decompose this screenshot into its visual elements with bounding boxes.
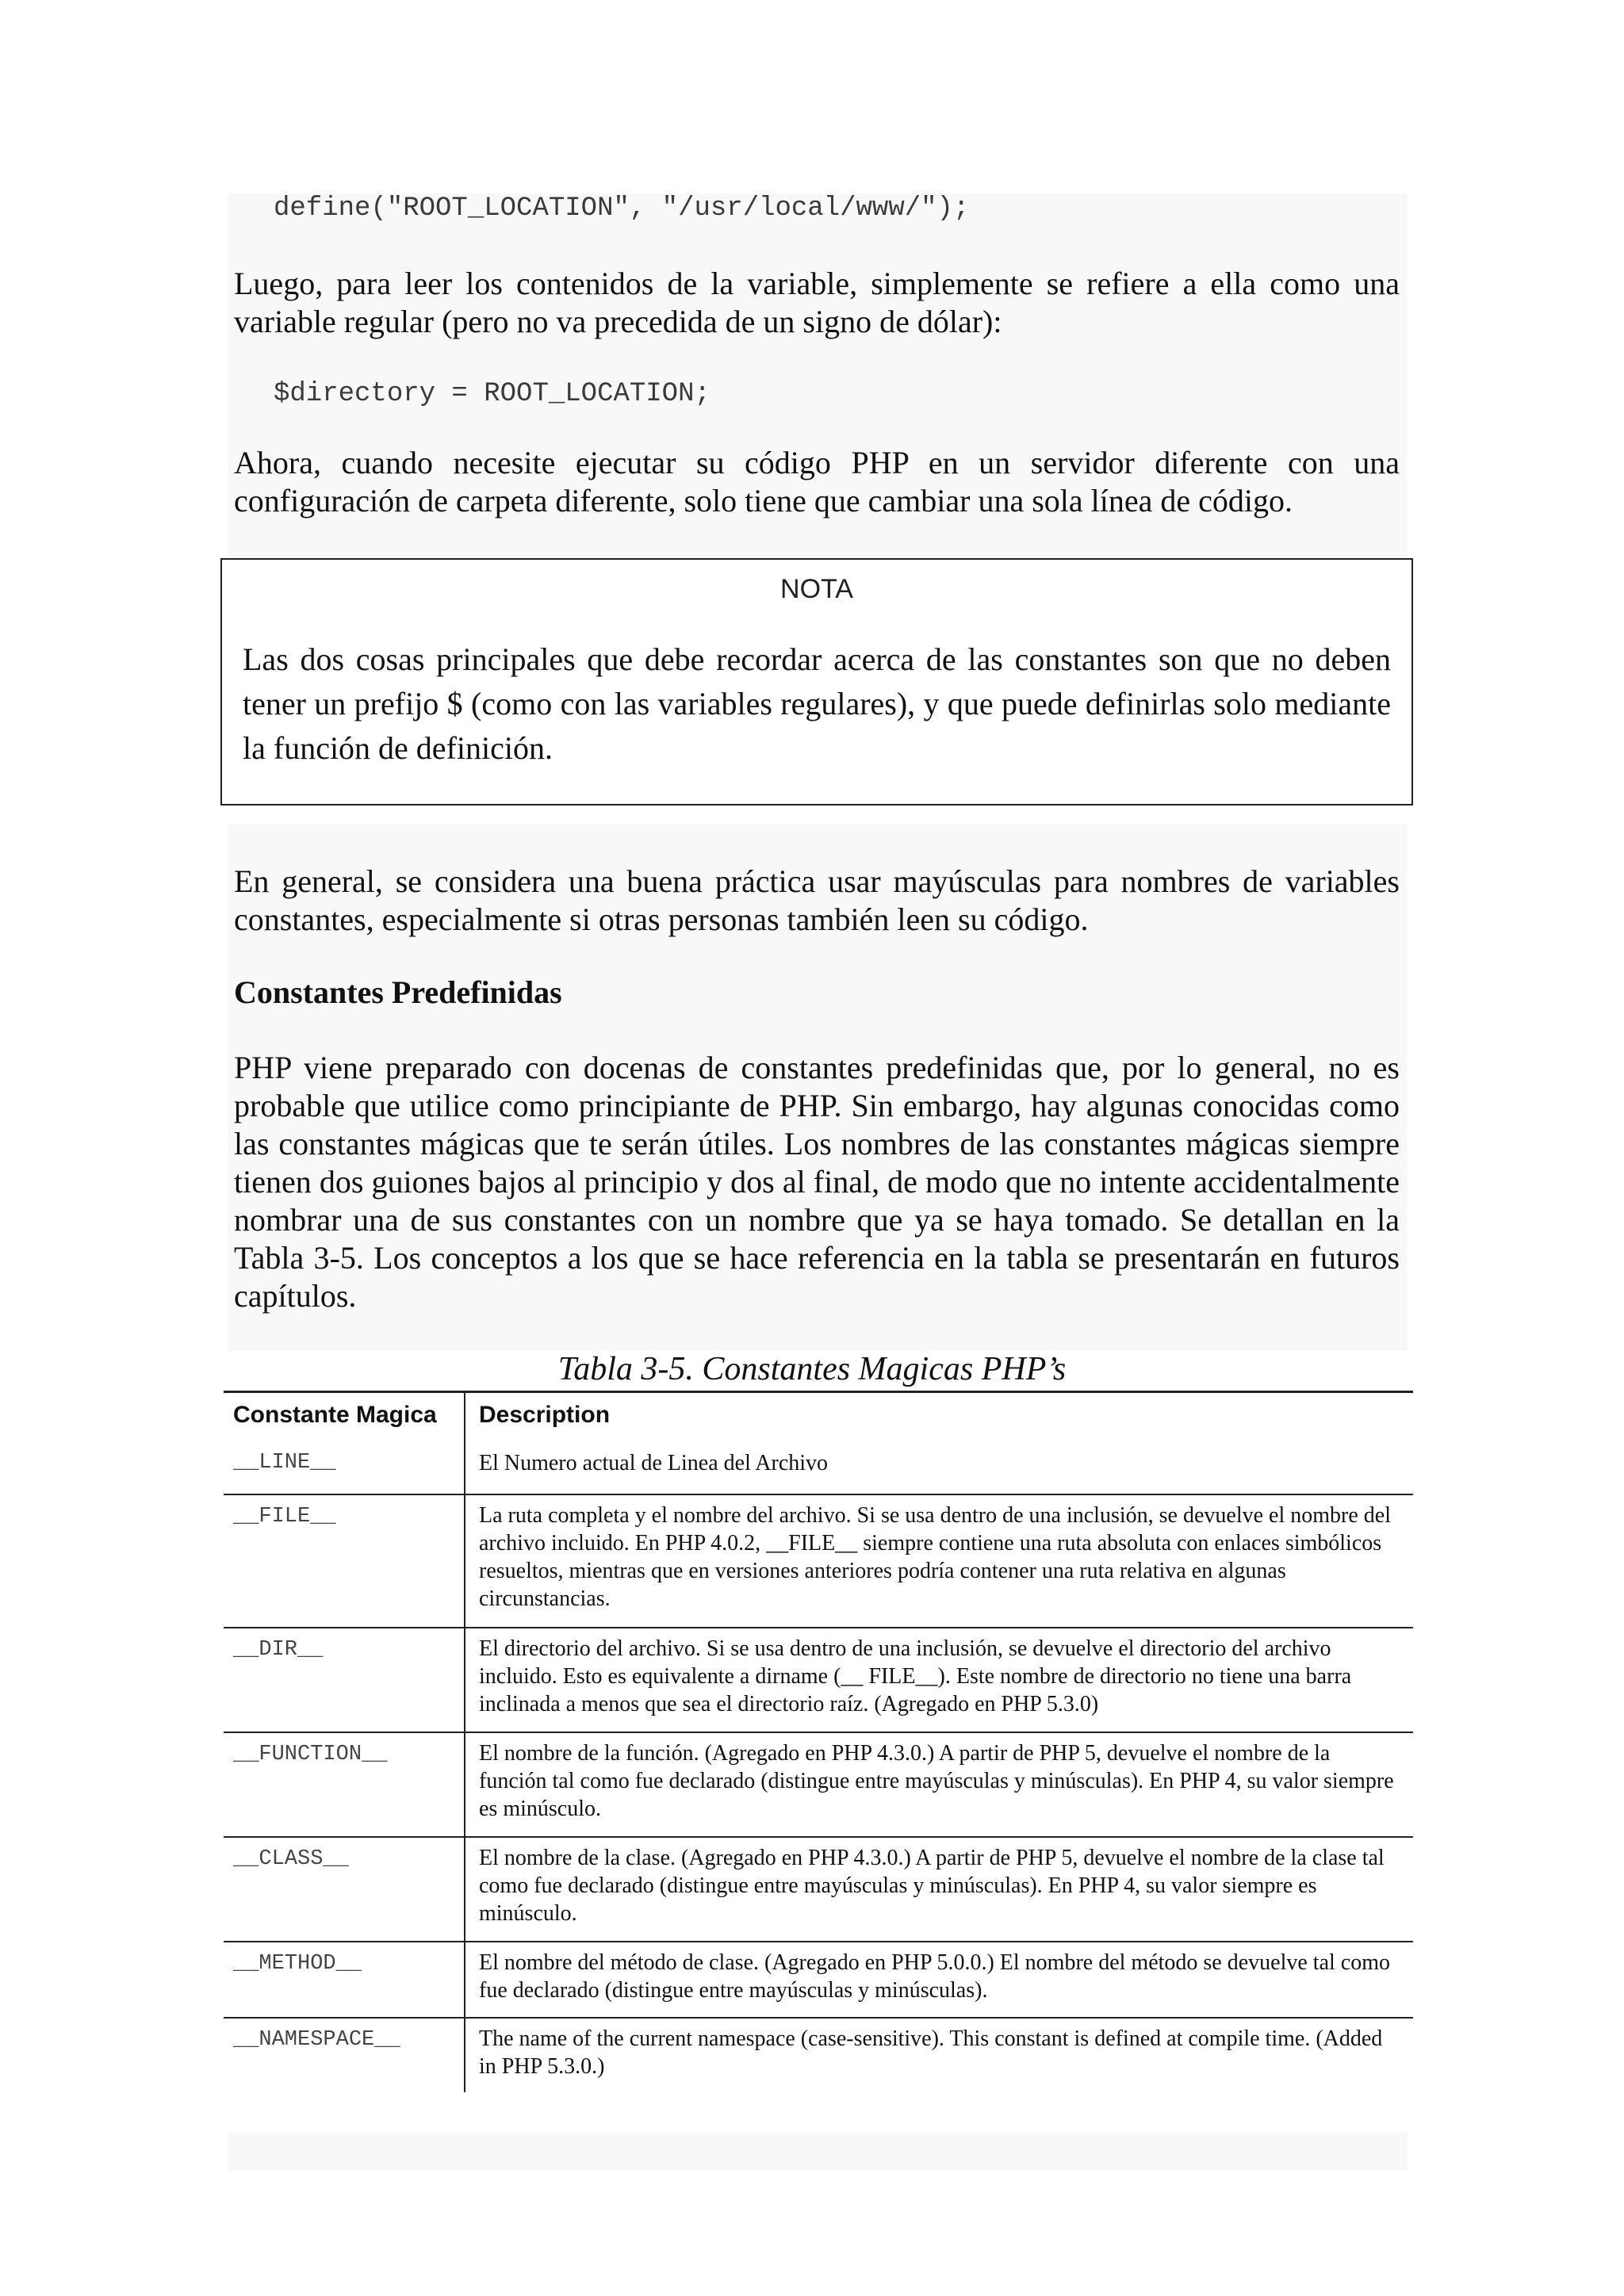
code-define-root-location: define("ROOT_LOCATION", "/usr/local/www/"); (274, 193, 970, 224)
paragraph-read-constant: Luego, para leer los contenidos de la variable, simplemente se refiere a ella como una variable regular (pero no va precedida de un signo de dólar): (234, 266, 1400, 339)
constant-description: El nombre del método de clase. (Agregado en PHP 5.0.0.) El nombre del método se devuelve tal como fue declarado (distingue entre mayúsculas y minúsculas). (479, 1950, 1390, 2003)
table-header-name: Constante Magica (233, 1402, 437, 1428)
row-separator (224, 1836, 1413, 1838)
constant-description: El directorio del archivo. Si se usa dentro de una inclusión, se devuelve el directorio del archivo incluido. Esto es equivalente a dirname (__ FILE__). Este nombre de directorio no tiene una barra inclinada a menos que sea el directorio raíz. (Agregado en PHP 5.3.0) (479, 1636, 1352, 1716)
table-column-divider (464, 1391, 465, 2092)
constant-description: El Numero actual de Linea del Archivo (479, 1451, 829, 1475)
row-separator (224, 1494, 1413, 1495)
page-shade-bottom (228, 2133, 1408, 2171)
paragraph-change-one-line: Ahora, cuando necesite ejecutar su código PHP en un servidor diferente con una configuración de carpeta diferente, solo tiene que cambiar una sola línea de código. (234, 445, 1400, 519)
constant-name: __NAMESPACE__ (233, 2028, 400, 2052)
note-box (220, 558, 1413, 806)
constant-name: __LINE__ (233, 1451, 336, 1475)
row-separator (224, 2017, 1413, 2019)
constant-name: __FILE__ (233, 1505, 336, 1529)
paragraph-uppercase-practice: En general, se considera una buena práctica usar mayúsculas para nombres de variables constantes, especialmente si otras personas también leen su código. (234, 863, 1400, 937)
note-body: Las dos cosas principales que debe recordar acerca de las constantes son que no deben tener un prefijo $ (como con las variables regulares), y que puede definirlas solo mediante la función de definición. (243, 641, 1391, 766)
constant-description: El nombre de la clase. (Agregado en PHP 4.3.0.) A partir de PHP 5, devuelve el nombre de la clase tal como fue declarado (distingue entre mayúsculas y minúsculas). En PHP 4, su valor siempre es minúsculo. (479, 1846, 1385, 1926)
constant-name: __FUNCTION__ (233, 1743, 388, 1766)
note-title: NOTA (780, 574, 853, 604)
code-directory-assignment: $directory = ROOT_LOCATION; (274, 379, 710, 409)
paragraph-predefined-constants: PHP viene preparado con docenas de constantes predefinidas que, por lo general, no es probable que utilice como principiante de PHP. Sin embargo, hay algunas conocidas como las constantes mágicas que te serán útiles. Los nombres de las constantes mágicas siempre tienen dos guiones bajos al principio y dos al final, de modo que no intente accidentalmente nombrar una de sus constantes con un nombre que ya se haya tomado. Se detallan en la Tabla 3-5. Los conceptos a los que se hace referencia en la tabla se presentarán en futuros capítulos. (234, 1050, 1400, 1314)
row-separator (224, 1732, 1413, 1733)
constant-name: __DIR__ (233, 1638, 324, 1662)
constant-name: __METHOD__ (233, 1952, 362, 1976)
constant-description: El nombre de la función. (Agregado en PHP 4.3.0.) A partir de PHP 5, devuelve el nombre de la función tal como fue declarado (distingue entre mayúsculas y minúsculas). En PHP 4, su valor siempre es minúsculo. (479, 1741, 1394, 1821)
section-heading: Constantes Predefinidas (234, 974, 562, 1010)
constant-description: La ruta completa y el nombre del archivo. Si se usa dentro de una inclusión, se devuelve el nombre del archivo incluido. En PHP 4.0.2, __FILE__ siempre contiene una ruta absoluta con enlaces simbólicos resueltos, mientras que en versiones anteriores podría contener una ruta relativa en algunas circunstancias. (479, 1503, 1391, 1611)
row-separator (224, 1627, 1413, 1628)
table-caption: Tabla 3-5. Constantes Magicas PHP’s (557, 1351, 1067, 1387)
table-top-rule (224, 1391, 1413, 1393)
row-separator (224, 1941, 1413, 1942)
constant-name: __CLASS__ (233, 1847, 349, 1871)
constant-description: The name of the current namespace (case-sensitive). This constant is defined at compile time. (Added in PHP 5.3.0.) (479, 2026, 1383, 2079)
table-header-description: Description (479, 1402, 611, 1428)
